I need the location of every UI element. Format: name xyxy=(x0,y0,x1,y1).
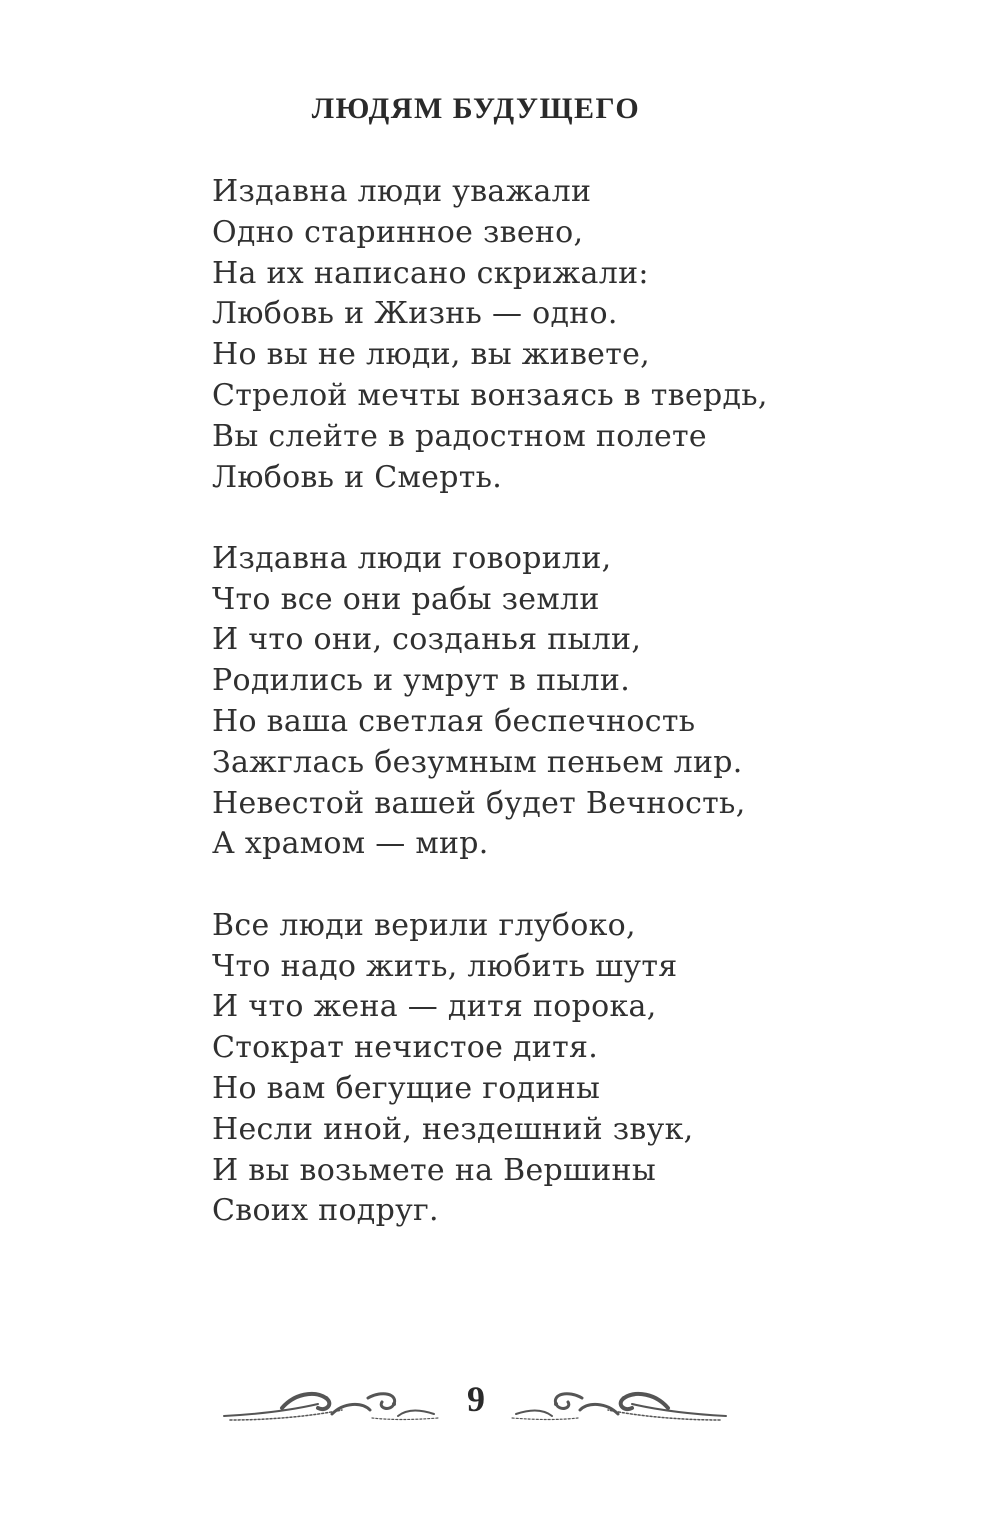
stanza xyxy=(212,906,912,1232)
poem-body xyxy=(212,172,912,1273)
stanza xyxy=(212,172,912,498)
poem-line: Одно старинное звено, xyxy=(212,214,584,250)
poem-line: Зажглась безумным пеньем лир. xyxy=(212,744,743,780)
poem-line: Стрелой мечты вонзаясь в твердь, xyxy=(212,377,768,413)
poem-line: На их написано скрижали: xyxy=(212,255,649,291)
poem-line: Что все они рабы земли xyxy=(212,581,600,617)
page-number: 9 xyxy=(467,1379,485,1419)
poem-line: И что они, созданья пыли, xyxy=(212,622,642,658)
poem-line: Любовь и Жизнь — одно. xyxy=(212,296,618,332)
poem-line: Родились и умрут в пыли. xyxy=(212,663,631,699)
poem-line: Невестой вашей будет Вечность, xyxy=(212,785,746,821)
poem-line: И что жена — дитя порока, xyxy=(212,989,657,1025)
flourish-ornament-right-icon xyxy=(508,1380,728,1424)
poem-line: Что надо жить, любить шутя xyxy=(212,948,678,984)
poem-line: Издавна люди уважали xyxy=(212,174,592,209)
poem-line: Своих подруг. xyxy=(212,1193,439,1229)
poem-title: ЛЮДЯМ БУДУЩЕГО xyxy=(311,92,641,125)
poem-line: Издавна люди говорили, xyxy=(212,540,612,576)
flourish-ornament-left-icon xyxy=(222,1380,442,1424)
poem-line: Вы слейте в радостном полете xyxy=(212,418,707,454)
poem-line: Стократ нечистое дитя. xyxy=(212,1030,599,1066)
poem-line: Но вы не люди, вы живете, xyxy=(212,337,650,373)
stanza xyxy=(212,539,912,865)
poem-line: Любовь и Смерть. xyxy=(212,459,503,495)
poem-line: Но ваша светлая беспечность xyxy=(212,704,696,740)
poem-line: Все люди верили глубоко, xyxy=(212,907,636,943)
poem-line: Несли иной, нездешний звук, xyxy=(212,1111,694,1147)
poem-line: И вы возьмете на Вершины xyxy=(212,1152,657,1188)
poem-line: Но вам бегущие годины xyxy=(212,1070,601,1106)
poem-line: А храмом — мир. xyxy=(212,826,489,862)
page-footer xyxy=(0,1372,1000,1432)
